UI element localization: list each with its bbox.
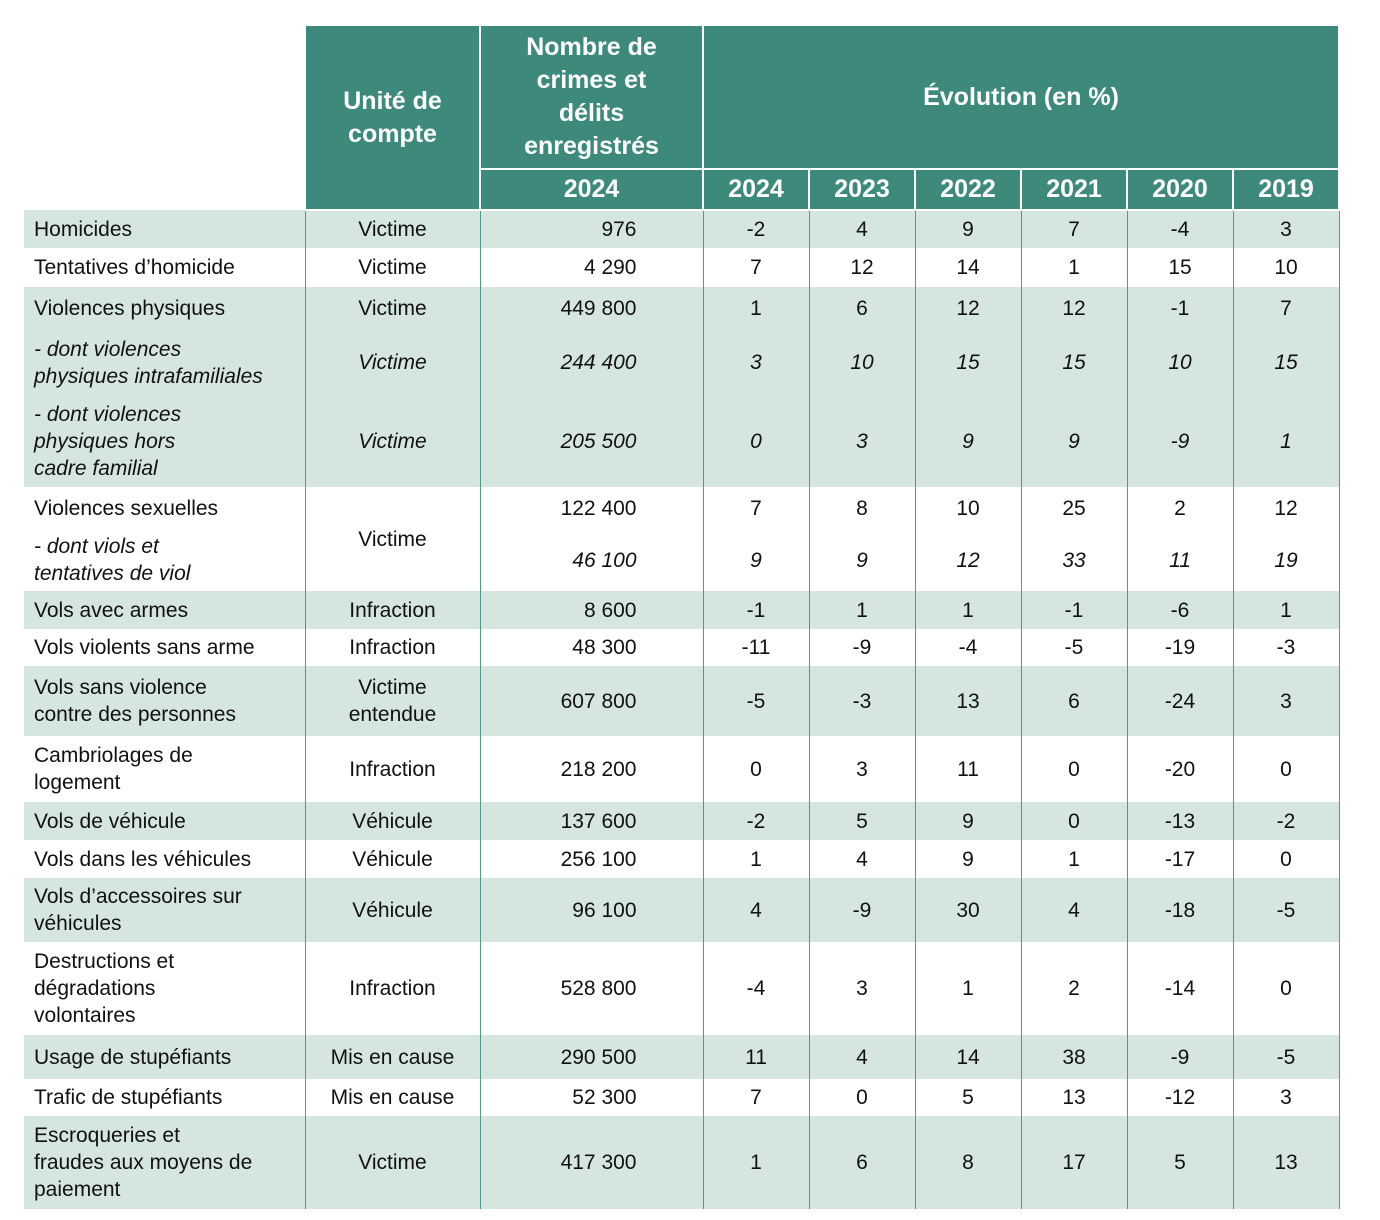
row-label: Violences sexuelles — [34, 496, 219, 520]
header-year-2020: 2020 — [1127, 169, 1233, 210]
evolution-cell-2021: 0 — [1021, 736, 1127, 802]
evolution-cell-2021: 2 — [1021, 942, 1127, 1035]
evolution-cell-2021: 1 — [1021, 248, 1127, 287]
row-label: Vols de véhicule — [24, 802, 305, 840]
count-cell: 528 800 — [480, 942, 703, 1035]
table-row — [24, 396, 1339, 487]
evolution-cell-2023: -3 — [809, 666, 915, 736]
evolution-cell-2021: -5 — [1021, 629, 1127, 666]
evolution-cell-2020: -20 — [1127, 736, 1233, 802]
evolution-cell-2023: 9 — [809, 529, 915, 591]
evolution-cell-2022: 1 — [915, 591, 1021, 629]
evolution-cell-2023: 10 — [809, 329, 915, 396]
evolution-cell-2023: -9 — [809, 878, 915, 942]
evolution-cell-2022: 9 — [915, 802, 1021, 840]
evolution-cell-2020: 5 — [1127, 1116, 1233, 1209]
evolution-cell-2024: 0 — [703, 736, 809, 802]
evolution-cell-2019: -5 — [1233, 878, 1339, 942]
row-label: Cambriolages de logement — [34, 744, 193, 794]
unit-cell: Véhicule — [305, 802, 480, 840]
row-label: Vols sans violence contre des personnes — [24, 666, 305, 736]
evolution-cell-2021: 38 — [1021, 1035, 1127, 1079]
unit-cell: Infraction — [305, 942, 480, 1035]
evolution-cell-2021: 15 — [1021, 329, 1127, 396]
evolution-cell-2022: -4 — [915, 629, 1021, 666]
evolution-cell-2024: 9 — [703, 529, 809, 591]
row-label: Destructions et dégradations volontaires — [34, 950, 175, 1027]
evolution-cell-2020: -14 — [1127, 942, 1233, 1035]
evolution-cell-2022: 12 — [915, 287, 1021, 329]
evolution-cell-2024: -4 — [703, 942, 809, 1035]
table-row — [24, 878, 1339, 942]
evolution-cell-2020: -13 — [1127, 802, 1233, 840]
evolution-cell-2019: 3 — [1233, 1079, 1339, 1116]
evolution-cell-2021: 6 — [1021, 666, 1127, 736]
evolution-cell-2020: -9 — [1127, 1035, 1233, 1079]
evolution-cell-2020: -6 — [1127, 591, 1233, 629]
count-cell: 976 — [480, 210, 703, 248]
table-row — [24, 591, 1339, 629]
header-count-year: 2024 — [480, 169, 703, 210]
evolution-cell-2019: 12 — [1233, 487, 1339, 529]
evolution-cell-2022: 11 — [915, 736, 1021, 802]
header-count: Nombre de crimes et délits enregistrés — [480, 25, 703, 169]
table-row — [24, 248, 1339, 287]
evolution-cell-2022: 8 — [915, 1116, 1021, 1209]
evolution-cell-2024: -1 — [703, 591, 809, 629]
evolution-cell-2023: 4 — [809, 1035, 915, 1079]
row-label: Vols d’accessoires sur véhicules — [24, 878, 305, 942]
header-year-2021: 2021 — [1021, 169, 1127, 210]
table-row — [24, 287, 1339, 329]
count-cell: 256 100 — [480, 840, 703, 878]
row-label: - dont violences physiques intrafamiliales — [24, 329, 305, 396]
table-row — [24, 1035, 1339, 1079]
evolution-cell-2024: 3 — [703, 329, 809, 396]
evolution-cell-2021: 12 — [1021, 287, 1127, 329]
evolution-cell-2019: 7 — [1233, 287, 1339, 329]
evolution-cell-2020: 2 — [1127, 487, 1233, 529]
row-label: Trafic de stupéfiants — [34, 1086, 223, 1109]
evolution-cell-2019: 13 — [1233, 1116, 1339, 1209]
evolution-cell-2021: 13 — [1021, 1079, 1127, 1116]
evolution-cell-2019: 3 — [1233, 666, 1339, 736]
evolution-cell-2023: 3 — [809, 736, 915, 802]
unit-cell: Victime entendue — [305, 666, 480, 736]
crime-statistics-table — [24, 24, 1340, 1209]
evolution-cell-2021: -1 — [1021, 591, 1127, 629]
table-row — [24, 1116, 1339, 1209]
evolution-cell-2019: 3 — [1233, 210, 1339, 248]
table-row — [24, 329, 1339, 396]
unit-cell: Victime — [305, 210, 480, 248]
evolution-cell-2020: -4 — [1127, 210, 1233, 248]
evolution-cell-2020: 15 — [1127, 248, 1233, 287]
evolution-cell-2022: 12 — [915, 529, 1021, 591]
evolution-cell-2024: 1 — [703, 840, 809, 878]
evolution-cell-2022: 9 — [915, 210, 1021, 248]
unit-cell: Victime — [305, 1116, 480, 1209]
unit-cell: Mis en cause — [305, 1079, 480, 1116]
evolution-cell-2023: 8 — [809, 487, 915, 529]
evolution-cell-2023: 6 — [809, 1116, 915, 1209]
evolution-cell-2019: -3 — [1233, 629, 1339, 666]
evolution-cell-2019: 0 — [1233, 840, 1339, 878]
evolution-cell-2020: -18 — [1127, 878, 1233, 942]
evolution-cell-2023: 3 — [809, 942, 915, 1035]
table-row — [24, 529, 1339, 591]
evolution-cell-2023: 0 — [809, 1079, 915, 1116]
evolution-cell-2019: 0 — [1233, 942, 1339, 1035]
evolution-cell-2020: -17 — [1127, 840, 1233, 878]
row-label: Homicides — [24, 210, 305, 248]
evolution-cell-2023: -9 — [809, 629, 915, 666]
evolution-cell-2022: 5 — [915, 1079, 1021, 1116]
table-row — [24, 666, 1339, 736]
evolution-cell-2020: -19 — [1127, 629, 1233, 666]
table-row — [24, 629, 1339, 666]
header-year-2023: 2023 — [809, 169, 915, 210]
evolution-cell-2019: -5 — [1233, 1035, 1339, 1079]
row-label: Escroqueries et fraudes aux moyens de paiement — [24, 1116, 305, 1209]
unit-cell: Victime — [305, 287, 480, 329]
evolution-cell-2020: -24 — [1127, 666, 1233, 736]
unit-cell: Victime — [305, 396, 480, 487]
evolution-cell-2020: 11 — [1127, 529, 1233, 591]
evolution-cell-2024: 4 — [703, 878, 809, 942]
evolution-cell-2019: 15 — [1233, 329, 1339, 396]
count-cell: 290 500 — [480, 1035, 703, 1079]
table-row — [24, 487, 1339, 529]
count-cell: 8 600 — [480, 591, 703, 629]
header-unit: Unité de compte — [305, 25, 480, 210]
count-cell: 205 500 — [480, 396, 703, 487]
count-cell: 137 600 — [480, 802, 703, 840]
evolution-cell-2023: 4 — [809, 840, 915, 878]
evolution-cell-2024: -11 — [703, 629, 809, 666]
count-cell: 607 800 — [480, 666, 703, 736]
evolution-cell-2019: 10 — [1233, 248, 1339, 287]
evolution-cell-2022: 14 — [915, 248, 1021, 287]
evolution-cell-2024: 7 — [703, 487, 809, 529]
evolution-cell-2023: 1 — [809, 591, 915, 629]
evolution-cell-2019: 19 — [1233, 529, 1339, 591]
evolution-cell-2022: 15 — [915, 329, 1021, 396]
table-row — [24, 736, 1339, 802]
header-year-2022: 2022 — [915, 169, 1021, 210]
evolution-cell-2021: 4 — [1021, 878, 1127, 942]
unit-cell: Infraction — [305, 736, 480, 802]
evolution-cell-2023: 4 — [809, 210, 915, 248]
evolution-cell-2024: 1 — [703, 287, 809, 329]
evolution-cell-2024: 7 — [703, 1079, 809, 1116]
evolution-cell-2021: 0 — [1021, 802, 1127, 840]
evolution-cell-2019: 0 — [1233, 736, 1339, 802]
evolution-cell-2021: 33 — [1021, 529, 1127, 591]
evolution-cell-2021: 17 — [1021, 1116, 1127, 1209]
evolution-cell-2023: 5 — [809, 802, 915, 840]
count-cell: 449 800 — [480, 287, 703, 329]
evolution-cell-2022: 10 — [915, 487, 1021, 529]
evolution-cell-2020: 10 — [1127, 329, 1233, 396]
evolution-cell-2020: -9 — [1127, 396, 1233, 487]
count-cell: 4 290 — [480, 248, 703, 287]
evolution-cell-2023: 12 — [809, 248, 915, 287]
evolution-cell-2024: -5 — [703, 666, 809, 736]
row-label: Vols violents sans arme — [34, 636, 255, 659]
row-label: Vols avec armes — [24, 591, 305, 629]
row-label: - dont viols et tentatives de viol — [34, 535, 191, 585]
evolution-cell-2024: 0 — [703, 396, 809, 487]
count-cell: 417 300 — [480, 1116, 703, 1209]
unit-cell: Véhicule — [305, 840, 480, 878]
evolution-cell-2022: 13 — [915, 666, 1021, 736]
evolution-cell-2021: 25 — [1021, 487, 1127, 529]
evolution-cell-2020: -12 — [1127, 1079, 1233, 1116]
evolution-cell-2019: 1 — [1233, 591, 1339, 629]
unit-cell: Victime — [305, 487, 480, 591]
header-year-2024: 2024 — [703, 169, 809, 210]
header-year-2019: 2019 — [1233, 169, 1339, 210]
evolution-cell-2024: -2 — [703, 802, 809, 840]
table-row — [24, 802, 1339, 840]
unit-cell: Mis en cause — [305, 1035, 480, 1079]
count-cell: 96 100 — [480, 878, 703, 942]
evolution-cell-2019: -2 — [1233, 802, 1339, 840]
evolution-cell-2024: -2 — [703, 210, 809, 248]
evolution-cell-2022: 14 — [915, 1035, 1021, 1079]
evolution-cell-2022: 9 — [915, 840, 1021, 878]
table-row — [24, 210, 1339, 248]
table-row — [24, 840, 1339, 878]
evolution-cell-2022: 9 — [915, 396, 1021, 487]
evolution-cell-2020: -1 — [1127, 287, 1233, 329]
evolution-cell-2022: 30 — [915, 878, 1021, 942]
evolution-cell-2024: 1 — [703, 1116, 809, 1209]
evolution-cell-2023: 3 — [809, 396, 915, 487]
header-evolution: Évolution (en %) — [703, 25, 1339, 169]
row-label: Violences physiques — [24, 287, 305, 329]
table-row — [24, 1079, 1339, 1116]
unit-cell: Victime — [305, 329, 480, 396]
evolution-cell-2021: 9 — [1021, 396, 1127, 487]
count-cell: 218 200 — [480, 736, 703, 802]
evolution-cell-2024: 7 — [703, 248, 809, 287]
unit-cell: Infraction — [305, 629, 480, 666]
count-cell: 46 100 — [480, 529, 703, 591]
unit-cell: Victime — [305, 248, 480, 287]
empty-corner — [24, 25, 305, 210]
row-label: Usage de stupéfiants — [24, 1035, 305, 1079]
evolution-cell-2021: 1 — [1021, 840, 1127, 878]
count-cell: 244 400 — [480, 329, 703, 396]
table-row — [24, 942, 1339, 1035]
count-cell: 52 300 — [480, 1079, 703, 1116]
evolution-cell-2019: 1 — [1233, 396, 1339, 487]
unit-cell: Véhicule — [305, 878, 480, 942]
evolution-cell-2024: 11 — [703, 1035, 809, 1079]
row-label: Tentatives d’homicide — [34, 256, 235, 279]
unit-cell: Infraction — [305, 591, 480, 629]
evolution-cell-2021: 7 — [1021, 210, 1127, 248]
evolution-cell-2023: 6 — [809, 287, 915, 329]
count-cell: 48 300 — [480, 629, 703, 666]
evolution-cell-2022: 1 — [915, 942, 1021, 1035]
count-cell: 122 400 — [480, 487, 703, 529]
row-label: - dont violences physiques hors cadre familial — [24, 396, 305, 487]
row-label: Vols dans les véhicules — [34, 847, 252, 871]
